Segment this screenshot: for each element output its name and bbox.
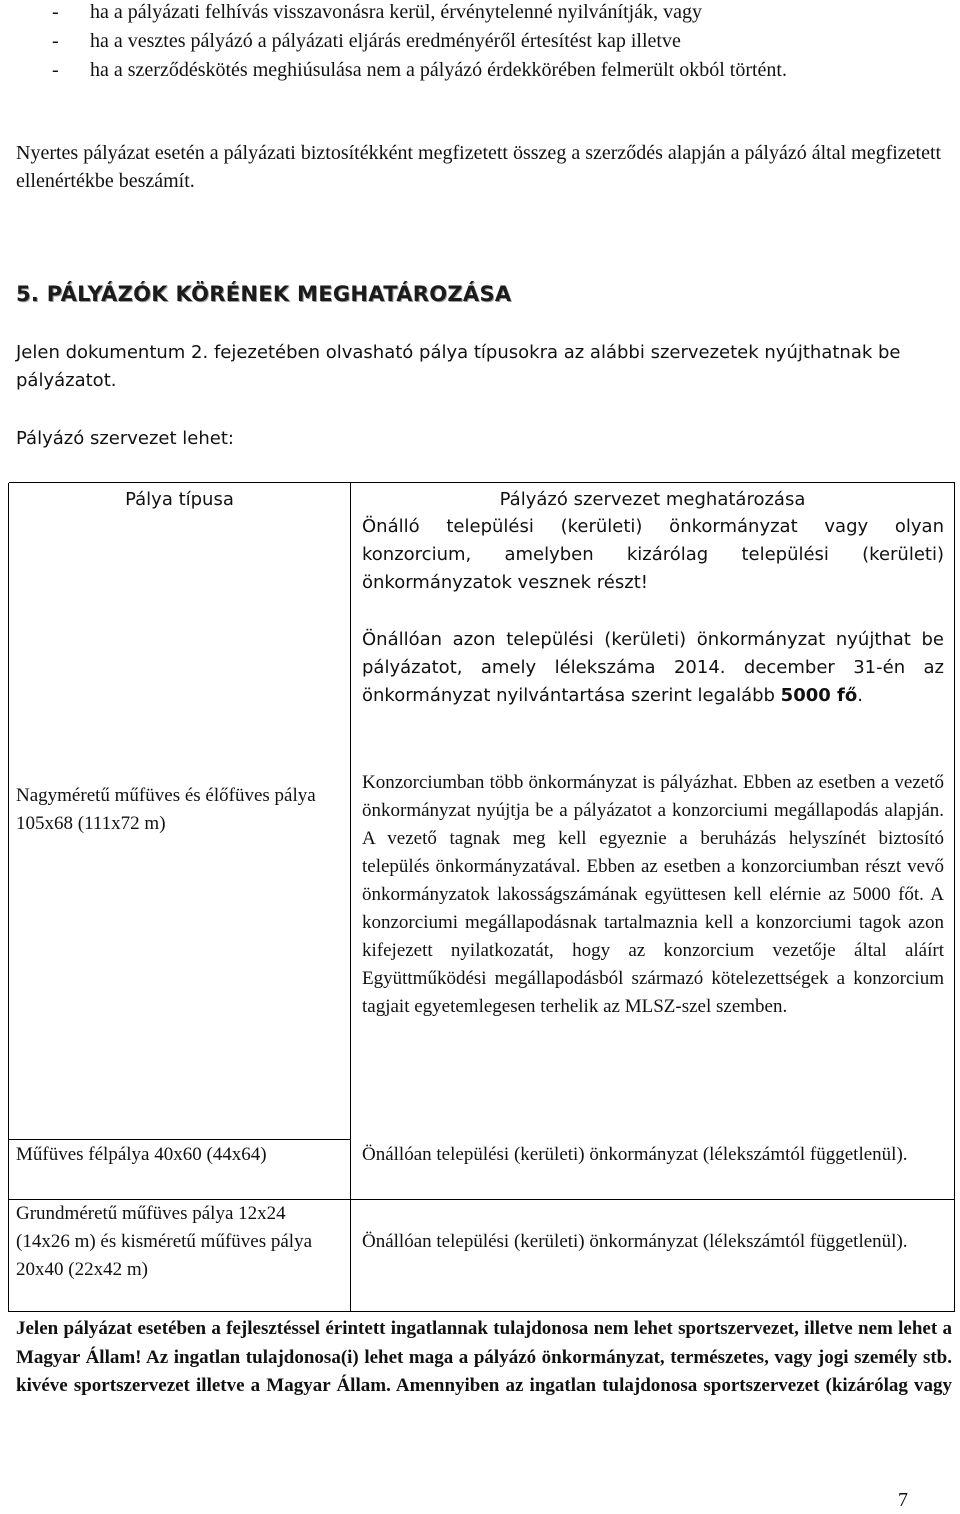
row2-pitch-type: Műfüves félpálya 40x60 (44x64) <box>16 1144 267 1165</box>
row1-org-paragraph-2-end: . <box>857 685 863 706</box>
list-item-text: ha a pályázati felhívás visszavonásra kerül, érvénytelenné nyilvánítják, vagy <box>90 1 702 23</box>
list-item-text: ha a szerződéskötés meghiúsulása nem a pályázó érdekkörében felmerült okból történt. <box>90 59 787 81</box>
condition-list <box>52 0 952 85</box>
table-border-left <box>8 483 9 1312</box>
list-item-text: ha a vesztes pályázó a pályázati eljárás eredményéről értesítést kap illetve <box>90 30 681 52</box>
list-item <box>52 27 952 56</box>
list-item <box>52 0 952 27</box>
closing-paragraph: Jelen pályázat esetében a fejlesztéssel érintett ingatlannak tulajdonosa nem lehet sportszervezet, illetve nem lehet a Magyar Állam! Az ingatlan tulajdonosa(i) lehet maga a pályázó önkormányzat, természetes, vagy jogi személy stb. kivéve sportszervezet illetve a Magyar Állam. Amennyiben az ingatlan tulajdonosa sportszervezet (kizárólag vagy <box>16 1318 952 1396</box>
min-population-value: 5000 fő <box>780 685 858 706</box>
row1-org-paragraph-1: Önálló települési (kerületi) önkormányzat vagy olyan konzorcium, amelyben kizárólag települési (kerületi) önkormányzatok vesznek részt! <box>362 516 944 593</box>
row3-pitch-type: Grundméretű műfüves pálya 12x24 (14x26 m) és kisméretű műfüves pálya 20x40 (22x42 m) <box>16 1203 313 1280</box>
dash-bullet: - <box>52 1 59 23</box>
header-pitch-type: Pálya típusa <box>125 489 234 510</box>
row-divider <box>9 1139 350 1140</box>
row1-org-paragraph-2-text: Önállóan azon települési (kerületi) önkormányzat nyújthat be pályázatot, amely lélekszáma 2014. december 31-én az önkormányzat nyilvántartása szerint legalább <box>362 629 944 706</box>
row1-org-paragraph-3: Konzorciumban több önkormányzat is pályázhat. Ebben az esetben a vezető önkormányzat nyújtja be a pályázatot a konzorciumi megállapodás alapján. A vezető tagnak meg kell egyeznie a beruházás helyszínét biztosító település önkormányzatával. Ebben az esetben a konzorciumban részt vevő önkormányzatok lakosságszámának együttesen kell elérnie az 5000 főt. A konzorciumi megállapodásnak tartalmaznia kell a konzorciumi tagok azon kifejezett nyilatkozatát, hogy az konzorcium vezetője által aláírt Együttműködési megállapodásból származó kötelezettségek a konzorcium tagjait egyetemlegesen terhelik az MLSZ-szel szemben. <box>362 772 944 1017</box>
lead-line: Pályázó szervezet lehet: <box>16 428 234 449</box>
table-column-divider <box>350 483 351 1312</box>
eligibility-table <box>9 482 955 1312</box>
page-number: 7 <box>898 1489 908 1511</box>
row1-org-paragraph-2 <box>362 626 944 710</box>
row2-org: Önállóan települési (kerületi) önkormányzat (lélekszámtól függetlenül). <box>362 1144 908 1165</box>
dash-bullet: - <box>52 30 59 52</box>
dash-bullet: - <box>52 59 59 81</box>
intro-paragraph: Jelen dokumentum 2. fejezetében olvasható pálya típusokra az alábbi szervezetek nyújthatnak be pályázatot. <box>16 342 901 391</box>
table-border-bottom <box>8 1311 955 1312</box>
winning-bid-paragraph: Nyertes pályázat esetén a pályázati biztosítékként megfizetett összeg a szerződés alapján a pályázó által megfizetett ellenértékbe beszámít. <box>16 142 942 192</box>
row1-pitch-type: Nagyméretű műfüves és élőfüves pálya 105x68 (111x72 m) <box>16 785 316 834</box>
row3-org: Önállóan települési (kerületi) önkormányzat (lélekszámtól függetlenül). <box>362 1231 908 1252</box>
list-item <box>52 56 952 85</box>
table-border-right <box>954 483 955 1312</box>
section-heading: 5. PÁLYÁZÓK KÖRÉNEK MEGHATÁROZÁSA <box>16 282 512 306</box>
header-applicant-definition: Pályázó szervezet meghatározása <box>499 489 806 510</box>
